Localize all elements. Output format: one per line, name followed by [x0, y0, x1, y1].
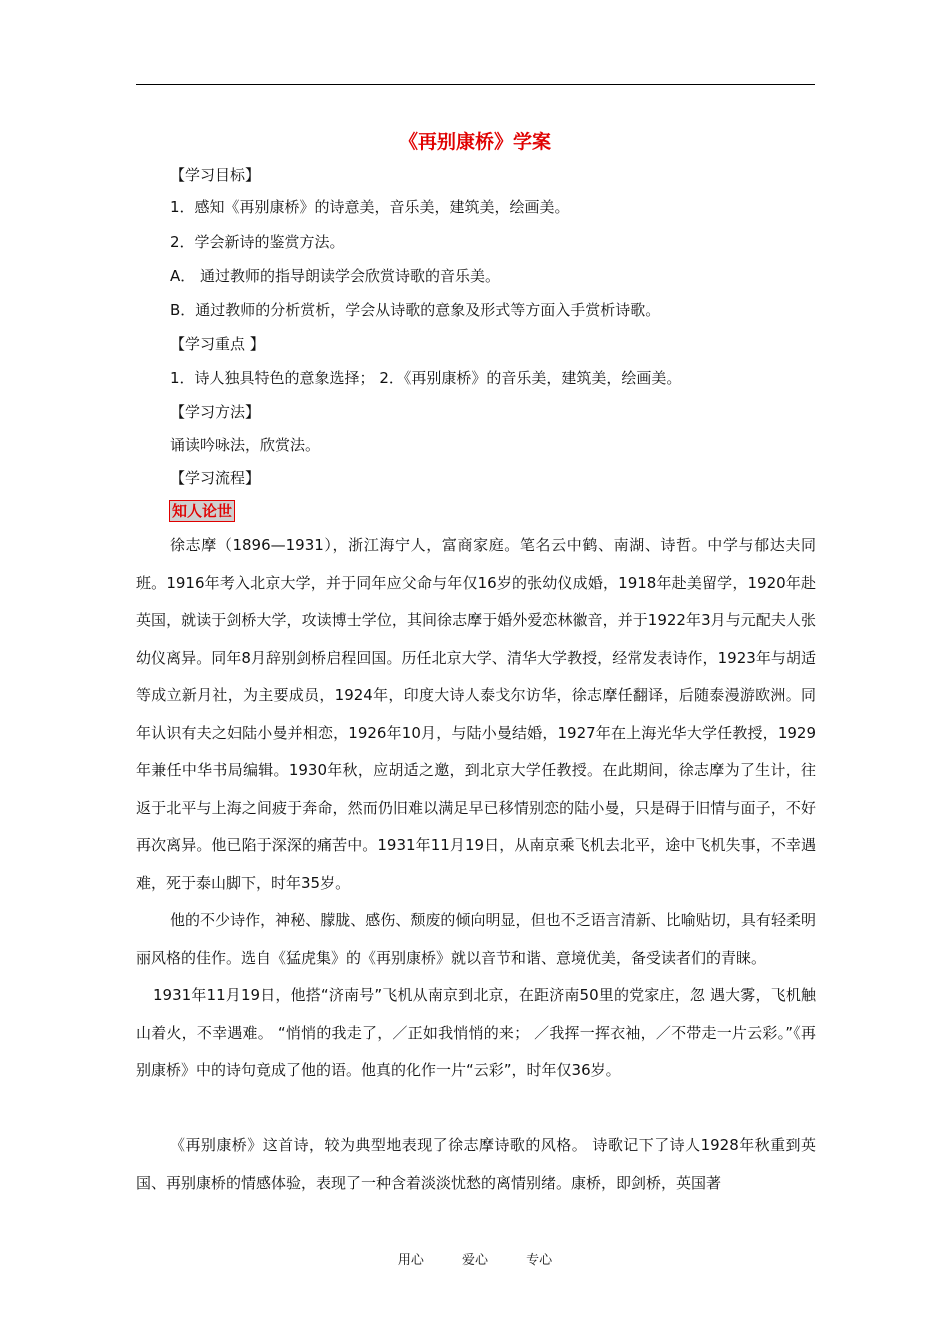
- process-header: 【学习流程】: [170, 469, 261, 487]
- poem-paragraph: 《再别康桥》这首诗，较为典型地表现了徐志摩诗歌的风格。 诗歌记下了诗人1928年秋重到英国、再别康桥的情感体验，表现了一种含着淡淡忧愁的离情别绪。康桥，即剑桥，英国著: [136, 1136, 816, 1192]
- document-title: 《再别康桥》学案: [398, 131, 551, 153]
- focus-item: 1．诗人独具特色的意象选择； 2．《再别康桥》的音乐美，建筑美，绘画美。: [170, 369, 682, 387]
- goals-header: 【学习目标】: [170, 166, 261, 184]
- goal-item-b: B．通过教师的分析赏析，学会从诗歌的意象及形式等方面入手赏析诗歌。: [170, 301, 661, 319]
- goal-item-2: 2．学会新诗的鉴赏方法。: [170, 233, 345, 251]
- method-header: 【学习方法】: [170, 403, 261, 421]
- footer-item: 爱心: [461, 1253, 488, 1268]
- bio-paragraph: 徐志摩（1896—1931），浙江海宁人，富商家庭。笔名云中鹤、南湖、诗哲。中学与郁达夫同班。1916年考入北京大学，并于同年应父命与年仅16岁的张幼仪成婚，1918年赴美留学，1920年赴英国，就读于剑桥大学，攻读博士学位，其间徐志摩于婚外爱恋林徽音，并于1922年3月与元配夫人张幼仪离异。同年8月辞别剑桥启程回国。历任北京大学、清华大学教授，经常发表诗作，1923年与胡适等成立新月社，为主要成员，1924年，印度大诗人泰戈尔访华，徐志摩任翻译，后随泰漫游欧洲。同年认识有夫之妇陆小曼并相恋，1926年10月，与陆小曼结婚，1927年在上海光华大学任教授，1929年兼任中华书局编辑。1930年秋，应胡适之邀，到北京大学任教授。在此期间，徐志摩为了生计，往返于北平与上海之间疲于奔命，然而仍旧难以满足早已移情别恋的陆小曼，只是碍于旧情与面子，不好再次离异。他已陷于深深的痛苦中。1931年11月19日，从南京乘飞机去北平，途中飞机失事，不幸遇难，死于泰山脚下，时年35岁。: [136, 536, 816, 892]
- page-footer: [0, 1249, 950, 1268]
- footer-item: 专心: [526, 1253, 553, 1268]
- goal-item-a: A． 通过教师的指导朗读学会欣赏诗歌的音乐美。: [170, 267, 501, 285]
- focus-header: 【学习重点 】: [170, 335, 265, 353]
- footer-item: 用心: [397, 1253, 424, 1268]
- style-paragraph: 他的不少诗作，神秘、朦胧、感伤、颓废的倾向明显，但也不乏语言清新、比喻贴切，具有轻柔明丽风格的佳作。选自《猛虎集》的《再别康桥》就以音节和谐、意境优美，备受读者们的青睐。: [136, 911, 816, 967]
- death-paragraph: 1931年11月19日，他搭“济南号”飞机从南京到北京，在距济南50里的党家庄，忽 遇大雾，飞机触山着火，不幸遇难。 “悄悄的我走了，／正如我悄悄的来； ／我挥一挥衣袖，／不带走一片云彩。”《再别康桥》中的诗句竟成了他的语。他真的化作一片“云彩”，时年仅36岁。: [136, 986, 816, 1079]
- goal-item-1: 1．感知《再别康桥》的诗意美，音乐美，建筑美，绘画美。: [170, 198, 570, 216]
- header-rule: [136, 84, 815, 85]
- method-text: 诵读吟咏法，欣赏法。: [170, 436, 321, 454]
- section-tag: 知人论世: [169, 500, 235, 522]
